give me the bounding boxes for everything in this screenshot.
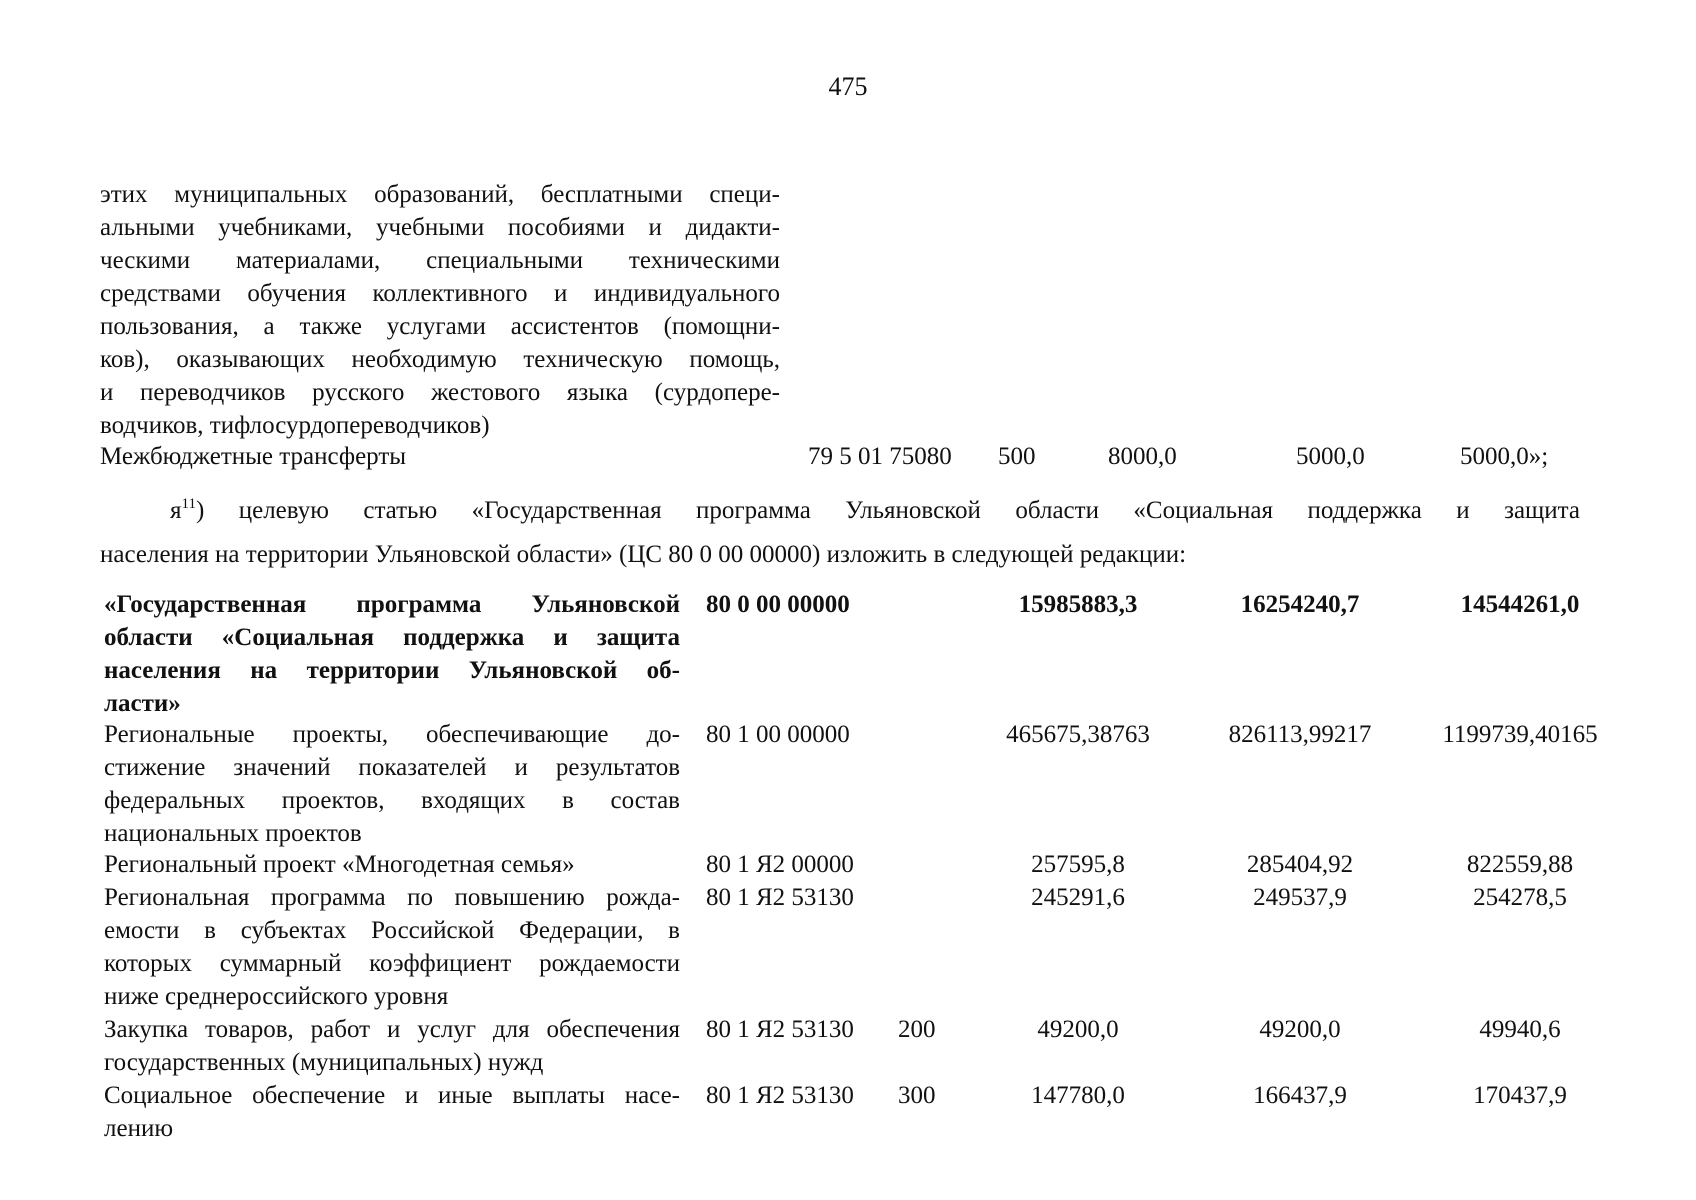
paragraph-superscript: 11 xyxy=(181,496,196,512)
table-row xyxy=(100,881,1600,1013)
row-value-2: 826113,99217 xyxy=(1228,721,1372,748)
row-name-line: государственных (муниципальных) нужд xyxy=(104,1049,544,1076)
row-value-3: 170437,9 xyxy=(1473,1082,1567,1109)
table-row xyxy=(100,1079,1600,1145)
row-name-line: «Государственная программа Ульяновской xyxy=(104,591,680,618)
table-row xyxy=(100,588,1600,720)
row-vr: 300 xyxy=(898,1082,936,1109)
intro-line: ков), оказывающих необходимую техническую помощь, xyxy=(100,346,780,373)
row-code: 80 1 Я2 53130 xyxy=(706,884,854,911)
page-number: 475 xyxy=(828,72,868,101)
row-name-line: национальных проектов xyxy=(104,820,362,847)
row-name xyxy=(104,1079,680,1145)
transfers-value-1: 8000,0 xyxy=(1108,443,1177,470)
row-value-1: 15985883,3 xyxy=(1018,591,1138,618)
row-value-3: 1199739,40165 xyxy=(1442,721,1598,748)
row-code: 80 1 Я2 53130 xyxy=(706,1016,854,1043)
row-value-2: 166437,9 xyxy=(1253,1082,1347,1109)
table-row xyxy=(100,1013,1600,1079)
row-name xyxy=(104,718,680,850)
intro-text-block xyxy=(100,178,780,442)
row-name xyxy=(104,881,680,1013)
row-name-line: стижение значений показателей и результатов xyxy=(104,754,680,781)
row-name-line: населения на территории Ульяновской об- xyxy=(104,657,680,684)
transfers-value-2: 5000,0 xyxy=(1296,443,1365,470)
row-value-3: 254278,5 xyxy=(1473,884,1567,911)
row-value-1: 49200,0 xyxy=(1037,1016,1119,1043)
row-name xyxy=(104,588,680,720)
row-code: 80 1 Я2 53130 xyxy=(706,1082,854,1109)
row-value-1: 465675,38763 xyxy=(1006,721,1150,748)
row-value-3: 14544261,0 xyxy=(1460,591,1580,618)
amendment-paragraph-line-2: населения на территории Ульяновской области» (ЦС 80 0 00 00000) изложить в следующей редакции: xyxy=(100,541,1187,568)
row-value-1: 257595,8 xyxy=(1031,851,1125,878)
table-row xyxy=(100,718,1600,850)
row-value-3: 822559,88 xyxy=(1466,851,1574,878)
row-value-1: 147780,0 xyxy=(1031,1082,1125,1109)
row-value-2: 285404,92 xyxy=(1246,851,1354,878)
transfers-code: 79 5 01 75080 xyxy=(808,443,952,470)
row-value-2: 49200,0 xyxy=(1259,1016,1341,1043)
amendment-paragraph-line-1 xyxy=(100,488,1580,527)
row-name xyxy=(104,848,680,881)
row-name-line: емости в субъектах Российской Федерации, в xyxy=(104,917,680,944)
row-value-1: 245291,6 xyxy=(1031,884,1125,911)
row-name-line: лению xyxy=(104,1115,174,1142)
row-name-line: Закупка товаров, работ и услуг для обеспечения xyxy=(104,1016,680,1043)
row-value-3: 49940,6 xyxy=(1479,1016,1561,1043)
intro-line: этих муниципальных образований, бесплатными специ- xyxy=(100,181,780,208)
row-name-line: Региональный проект «Многодетная семья» xyxy=(104,851,575,878)
intro-line: средствами обучения коллективного и индивидуального xyxy=(100,280,780,307)
row-name-line: области «Социальная поддержка и защита xyxy=(104,624,680,651)
intro-line: и переводчиков русского жестового языка (сурдопере- xyxy=(100,379,780,406)
row-name-line: ниже среднероссийского уровня xyxy=(104,983,449,1010)
row-value-2: 16254240,7 xyxy=(1240,591,1360,618)
row-name-line: федеральных проектов, входящих в состав xyxy=(104,787,680,814)
intro-line: водчиков, тифлосурдопереводчиков) xyxy=(100,412,490,439)
intro-line: альными учебниками, учебными пособиями и дидакти- xyxy=(100,214,780,241)
row-name-line: которых суммарный коэффициент рождаемости xyxy=(104,950,680,977)
transfers-value-3: 5000,0»; xyxy=(1460,443,1549,470)
row-name-line: Региональная программа по повышению рожда- xyxy=(104,884,680,911)
table-row xyxy=(100,848,1600,881)
paragraph-prefix: я xyxy=(170,497,182,524)
transfers-vr: 500 xyxy=(998,443,1036,470)
transfers-label: Межбюджетные трансферты xyxy=(100,443,407,470)
row-value-2: 249537,9 xyxy=(1253,884,1347,911)
row-vr: 200 xyxy=(898,1016,936,1043)
row-name xyxy=(104,1013,680,1079)
row-name-line: Региональные проекты, обеспечивающие до- xyxy=(104,721,680,748)
row-code: 80 1 Я2 00000 xyxy=(706,851,854,878)
row-code: 80 1 00 00000 xyxy=(706,721,850,748)
intro-line: пользования, а также услугами ассистентов (помощни- xyxy=(100,313,780,340)
row-code: 80 0 00 00000 xyxy=(706,591,850,618)
paragraph-text: ) целевую статью «Государственная программа Ульяновской области «Социальная поддержка и защита xyxy=(195,497,1580,524)
intro-line: ческими материалами, специальными техническими xyxy=(100,247,780,274)
row-name-line: Социальное обеспечение и иные выплаты насе- xyxy=(104,1082,680,1109)
row-name-line: ласти» xyxy=(104,690,181,717)
